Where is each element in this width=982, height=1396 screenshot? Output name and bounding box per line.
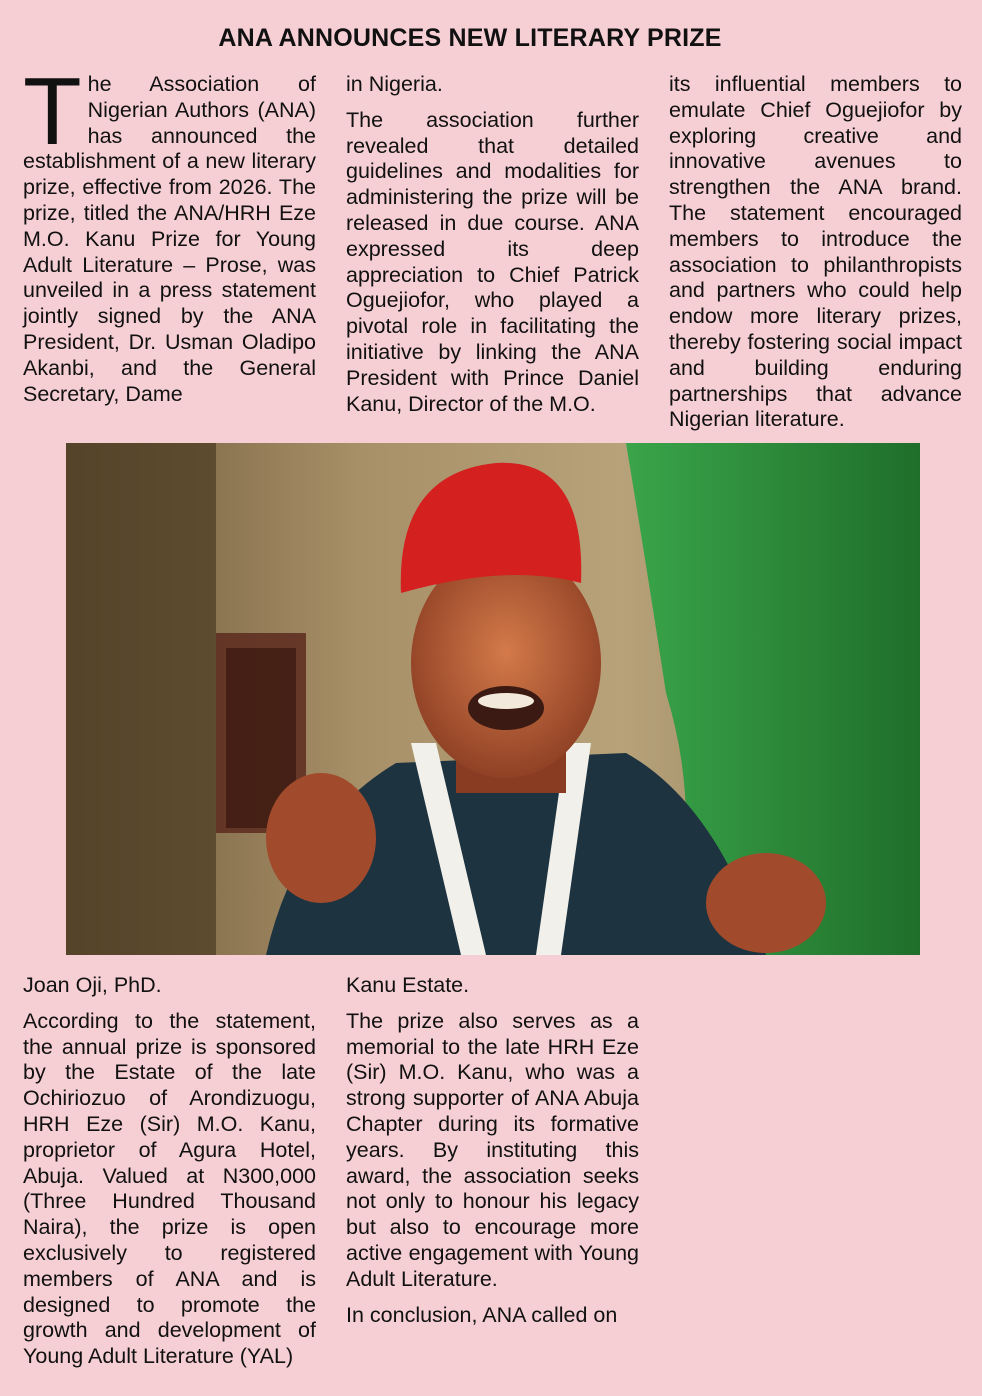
- article-column-4: [23, 973, 316, 1380]
- paragraph: [23, 58, 316, 407]
- article-photo: [66, 443, 920, 955]
- article-column-3: [669, 72, 962, 443]
- article-column-1: [23, 58, 316, 417]
- paragraph: The prize also serves as a memorial to the late HRH Eze (Sir) M.O. Kanu, who was a strong supporter of ANA Abuja Chapter during its formative years. By instituting this award, the association seeks not only to honour his legacy but also to encourage more active engagement with Young Adult Literature.: [346, 1008, 639, 1291]
- paragraph: in Nigeria.: [346, 72, 443, 96]
- paragraph: Kanu Estate.: [346, 973, 470, 997]
- article-column-5: [346, 973, 639, 1338]
- byline: Joan Oji, PhD.: [23, 973, 162, 997]
- drop-cap: T: [23, 58, 82, 165]
- paragraph: In conclusion, ANA called on: [346, 1302, 618, 1327]
- article-column-2: [346, 72, 639, 427]
- headline: ANA ANNOUNCES NEW LITERARY PRIZE: [218, 24, 722, 52]
- paragraph: According to the statement, the annual prize is sponsored by the Estate of the late Ochiriozuo of Arondizuogu, HRH Eze (Sir) M.O. Kanu, proprietor of Agura Hotel, Abuja. Valued at N300,000 (Three Hundred Thousand Naira), the prize is open exclusively to registered members of ANA and is designed to promote the growth and development of Young Adult Literature (YAL): [23, 1008, 316, 1369]
- paragraph-text: he Association of Nigerian Authors (ANA) has announced the establishment of a new literary prize, effective from 2026. The prize, titled the ANA/HRH Eze M.O. Kanu Prize for Young Adult Literature – Prose, was unveiled in a press statement jointly signed by the ANA President, Dr. Usman Oladipo Akanbi, and the General Secretary, Dame: [23, 72, 316, 406]
- paragraph: The association further revealed that detailed guidelines and modalities for administering the prize will be released in due course. ANA expressed its deep appreciation to Chief Patrick Oguejiofor, who played a pivotal role in facilitating the initiative by linking the ANA President with Prince Daniel Kanu, Director of the M.O.: [346, 107, 639, 416]
- portrait-illustration: [66, 443, 920, 955]
- paragraph: its influential members to emulate Chief Oguejiofor by exploring creative and innovative avenues to strengthen the ANA brand. The statement encouraged members to introduce the association to philanthropists and partners who could help endow more literary prizes, thereby fostering social impact and building enduring partnerships that advance Nigerian literature.: [669, 72, 962, 432]
